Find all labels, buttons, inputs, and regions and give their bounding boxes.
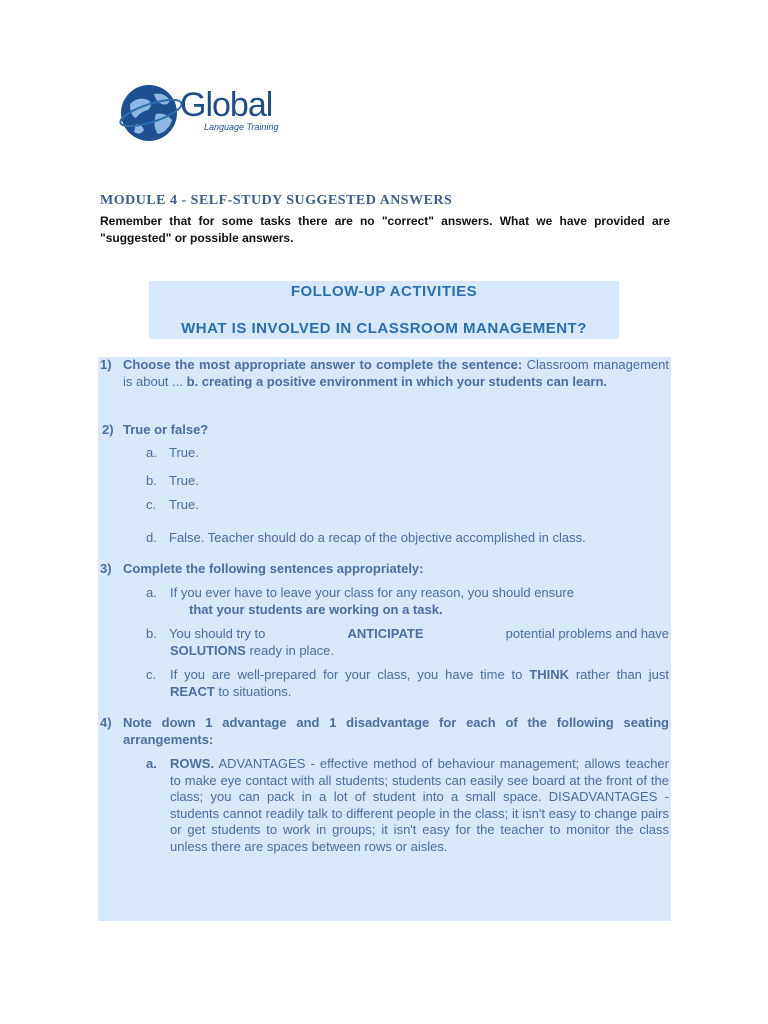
q2-b-letter: b.: [146, 473, 157, 488]
global-logo: [118, 82, 298, 144]
q3-a-text: If you ever have to leave your class for any reason, you should ensure: [170, 585, 574, 600]
q4-a-text: ADVANTAGES - effective method of behaviour management; allows teacher to make eye contact with all students; students can easily see board at the front of the class; you can pack in a lot of student into a small space. DISADVANTAGES - students cannot readily talk to different people in the class; it isn't easy to change pairs or get students to work in groups; it isn't easy for the teacher to monitor the class unless there are spaces between rows or aisles.: [170, 756, 669, 854]
header-line-1: FOLLOW-UP ACTIVITIES: [290, 283, 478, 300]
q3-prompt: Complete the following sentences appropriately:: [123, 561, 424, 576]
q3-a-answer: that your students are working on a task.: [189, 602, 443, 617]
q3-c-bold2: REACT: [170, 683, 215, 699]
q2-number: 2): [102, 422, 114, 437]
q3-c-text2: rather than just: [575, 667, 669, 682]
header-line-2: WHAT IS INVOLVED IN CLASSROOM MANAGEMENT?: [181, 320, 587, 337]
q3-b-line2: [170, 643, 334, 660]
q1-body: [123, 357, 669, 390]
q4-prompt: Note down 1 advantage and 1 disadvantage for each of the following seating arrangements:: [123, 715, 669, 747]
q4-number: 4): [100, 715, 112, 730]
q4-a-label: ROWS.: [170, 756, 215, 771]
q3-c-text3: to situations.: [218, 683, 292, 699]
q1-text: Classroom management is about ...: [123, 357, 669, 389]
q3-c-letter: c.: [146, 667, 157, 682]
q2-b-text: True.: [169, 473, 199, 488]
logo-tagline: Language Training: [204, 122, 279, 132]
q3-a-letter: a.: [146, 585, 157, 600]
q3-c-text1: If you are well-prepared for your class, you have time to: [170, 667, 523, 682]
q3-c-body: [170, 667, 669, 700]
q2-c-letter: c.: [146, 497, 157, 512]
q3-b-line1: [169, 626, 669, 643]
intro-note: Remember that for some tasks there are no "correct" answers. What we have provided are "suggested" or possible answers.: [100, 214, 670, 245]
q2-a-letter: a.: [146, 445, 157, 460]
module-title: MODULE 4 - SELF-STUDY SUGGESTED ANSWERS: [100, 193, 453, 208]
q3-b-bold1: ANTICIPATE: [347, 626, 424, 641]
q1-number: 1): [100, 357, 112, 372]
q4-a-body: [170, 756, 669, 855]
q3-number: 3): [100, 561, 112, 576]
globe-icon: [118, 82, 184, 144]
q2-d-letter: d.: [146, 530, 157, 545]
q2-d-text: False. Teacher should do a recap of the objective accomplished in class.: [169, 530, 586, 545]
q3-b-letter: b.: [146, 626, 157, 641]
q1-answer: b. creating a positive environment in which your students can learn.: [186, 373, 608, 389]
q4-a-letter: a.: [146, 756, 157, 771]
q2-c-text: True.: [169, 497, 199, 512]
q3-b-text1: You should try to: [169, 626, 266, 641]
q2-prompt: True or false?: [123, 422, 209, 437]
section-header: [149, 281, 619, 339]
q1-prompt: Choose the most appropriate answer to complete the sentence:: [123, 357, 523, 372]
q3-b-text2: potential problems and have: [505, 626, 669, 641]
q3-b-text3: ready in place.: [249, 643, 335, 658]
q3-c-bold1: THINK: [529, 667, 569, 682]
q2-a-text: True.: [169, 445, 199, 460]
logo-wordmark: Global: [180, 86, 273, 124]
q3-b-bold2: SOLUTIONS: [170, 643, 246, 658]
